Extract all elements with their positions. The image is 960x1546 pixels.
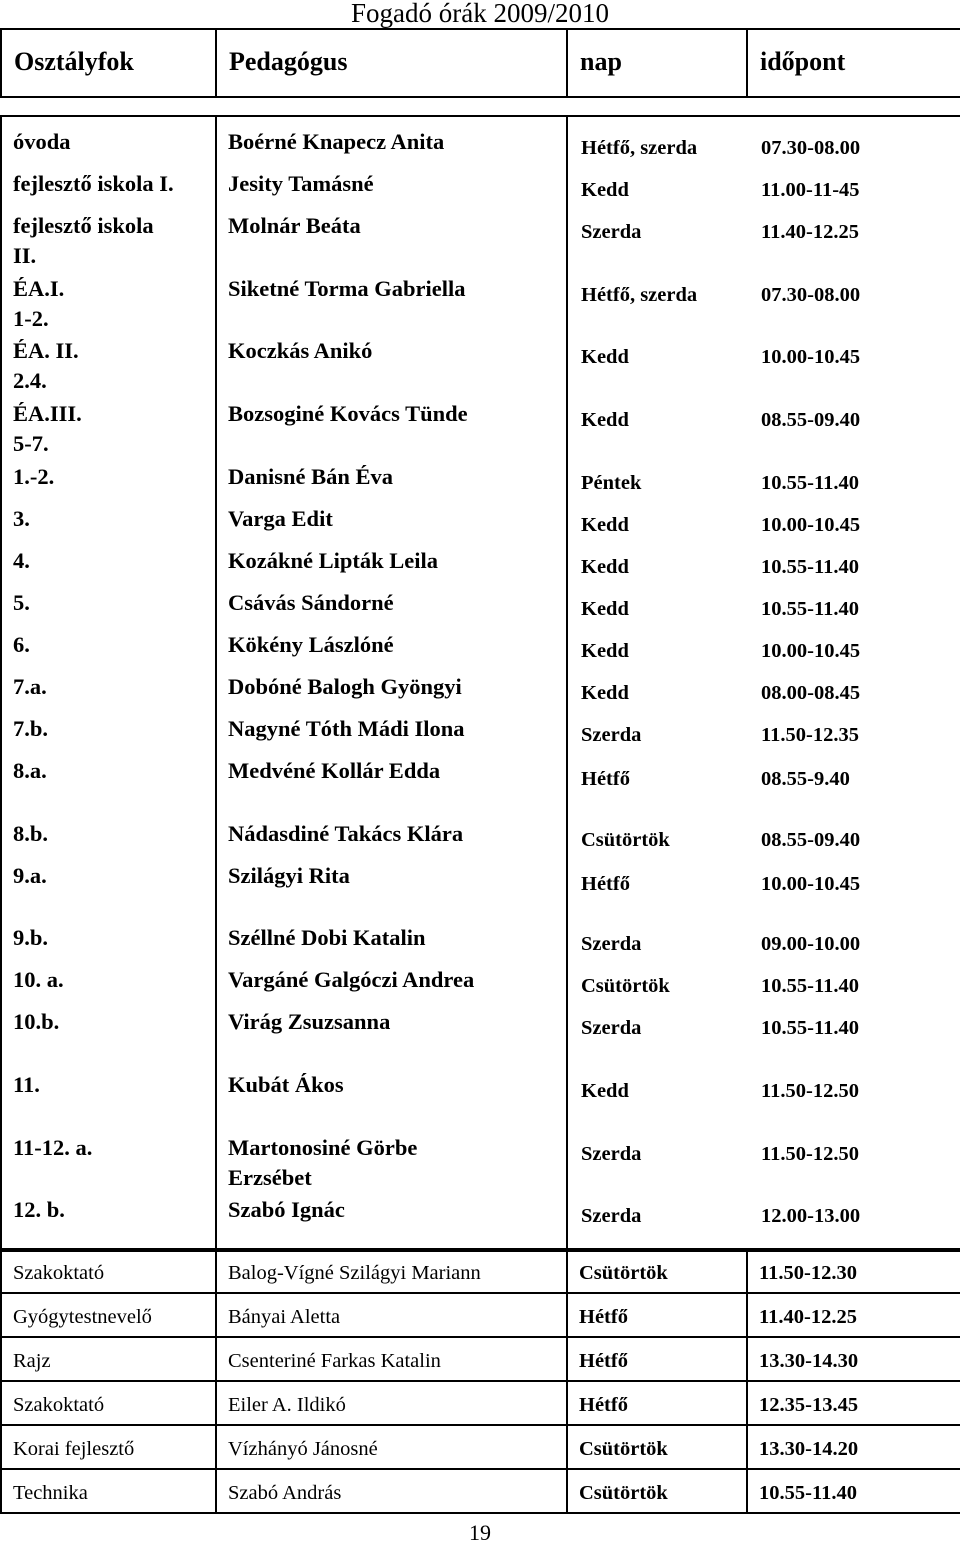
page-title: Fogadó órák 2009/2010	[351, 0, 609, 28]
day-cell: Kedd	[581, 1080, 629, 1102]
day-cell: Hétfő, szerda	[581, 137, 698, 159]
specialist-time: 10.55-11.40	[747, 1469, 960, 1513]
time-cell: 08.00-08.45	[761, 682, 861, 704]
class-cell	[13, 819, 48, 849]
teacher-cell-line: Boérné Knapecz Anita	[228, 129, 445, 154]
teacher-cell	[228, 1195, 345, 1225]
schedule-table	[0, 115, 960, 1252]
teacher-cell	[228, 504, 333, 534]
teacher-cell-line: Danisné Bán Éva	[228, 464, 394, 489]
specialist-teacher: Szabó András	[216, 1469, 567, 1513]
day-cell: Kedd	[581, 556, 629, 578]
class-cell	[13, 1007, 59, 1037]
class-cell	[13, 965, 64, 995]
class-cell	[13, 336, 79, 396]
class-cell	[13, 169, 174, 199]
teacher-cell	[228, 399, 468, 429]
teacher-cell-line: Dobóné Balogh Gyöngyi	[228, 674, 462, 699]
specialist-subject: Szakoktató	[1, 1381, 216, 1425]
class-cell	[13, 588, 30, 618]
time-cell: 11.00-11-45	[761, 179, 860, 201]
time-cell: 11.50-12.35	[761, 724, 859, 746]
teacher-cell	[228, 965, 474, 995]
class-cell-line: óvoda	[13, 129, 71, 154]
day-cell: Kedd	[581, 346, 629, 368]
teacher-cell-line: Csávás Sándorné	[228, 590, 394, 615]
class-cell-line: II.	[13, 243, 37, 268]
header-class: Osztályfok	[1, 29, 216, 97]
day-cell: Kedd	[581, 179, 629, 201]
class-cell	[13, 1070, 40, 1100]
specialist-teacher: Balog-Vígné Szilágyi Mariann	[216, 1249, 567, 1293]
teacher-cell	[228, 1007, 390, 1037]
day-cell: Kedd	[581, 409, 629, 431]
time-cell: 09.00-10.00	[761, 933, 861, 955]
class-cell-line: 5-7.	[13, 431, 49, 456]
specialist-row	[1, 1425, 960, 1469]
class-cell-line: 8.a.	[13, 758, 47, 783]
specialist-day: Csütörtök	[567, 1249, 747, 1293]
time-cell: 12.00-13.00	[761, 1205, 861, 1227]
teacher-cell-line: Nádasdiné Takács Klára	[228, 821, 464, 846]
teacher-cell	[228, 1133, 417, 1193]
teacher-cell-line: Jesity Tamásné	[228, 171, 374, 196]
time-cell: 08.55-09.40	[761, 829, 861, 851]
specialist-day: Hétfő	[567, 1337, 747, 1381]
specialist-subject: Rajz	[1, 1337, 216, 1381]
specialist-teacher: Eiler A. Ildikó	[216, 1381, 567, 1425]
teacher-cell-line: Kozákné Lipták Leila	[228, 548, 439, 573]
time-cell: 10.55-11.40	[761, 556, 859, 578]
teacher-cell	[228, 630, 394, 660]
day-cell: Hétfő	[581, 873, 630, 895]
class-cell	[13, 462, 54, 492]
class-cell-line: 2.4.	[13, 368, 47, 393]
class-cell	[13, 504, 30, 534]
day-cell: Péntek	[581, 472, 642, 494]
day-cell: Szerda	[581, 1143, 642, 1165]
specialist-day: Hétfő	[567, 1293, 747, 1337]
class-cell	[13, 399, 82, 459]
specialist-subject: Korai fejlesztő	[1, 1425, 216, 1469]
day-cell: Szerda	[581, 1205, 642, 1227]
time-cell: 11.50-12.50	[761, 1143, 859, 1165]
specialist-day: Csütörtök	[567, 1469, 747, 1513]
teacher-cell	[228, 819, 463, 849]
day-cell: Szerda	[581, 1017, 642, 1039]
class-cell-line: 1.-2.	[13, 464, 55, 489]
time-cell: 08.55-9.40	[761, 768, 850, 790]
specialist-day: Csütörtök	[567, 1425, 747, 1469]
specialist-subject: Technika	[1, 1469, 216, 1513]
day-cell: Szerda	[581, 724, 642, 746]
class-cell-line: ÉA.III.	[13, 401, 82, 426]
time-cell: 10.55-11.40	[761, 472, 859, 494]
teacher-cell	[228, 546, 438, 576]
specialist-teacher: Vízhányó Jánosné	[216, 1425, 567, 1469]
specialist-day: Hétfő	[567, 1381, 747, 1425]
class-cell-line: 8.b.	[13, 821, 49, 846]
specialist-time: 11.50-12.30	[747, 1249, 960, 1293]
specialist-row	[1, 1337, 960, 1381]
time-cell: 08.55-09.40	[761, 409, 861, 431]
day-cell: Csütörtök	[581, 829, 670, 851]
class-cell-line: 5.	[13, 590, 30, 615]
specialist-time: 11.40-12.25	[747, 1293, 960, 1337]
class-cell	[13, 630, 30, 660]
header-time: időpont	[747, 29, 960, 97]
specialist-teacher: Csenteriné Farkas Katalin	[216, 1337, 567, 1381]
class-cell-line: 10. a.	[13, 967, 64, 992]
teacher-cell-line: Nagyné Tóth Mádi Ilona	[228, 716, 465, 741]
teacher-cell	[228, 588, 394, 618]
time-cell: 11.50-12.50	[761, 1080, 859, 1102]
teacher-cell-line: Bozsoginé Kovács Tünde	[228, 401, 468, 426]
day-cell: Szerda	[581, 221, 642, 243]
time-cell: 10.00-10.45	[761, 346, 861, 368]
class-cell	[13, 672, 47, 702]
teacher-cell	[228, 714, 465, 744]
header-day: nap	[567, 29, 747, 97]
class-cell-line: 11.	[13, 1072, 40, 1097]
time-cell: 10.55-11.40	[761, 1017, 859, 1039]
class-cell	[13, 756, 47, 786]
specialist-subject: Szakoktató	[1, 1249, 216, 1293]
specialist-time: 12.35-13.45	[747, 1381, 960, 1425]
class-cell-line: 10.b.	[13, 1009, 60, 1034]
time-cell: 10.55-11.40	[761, 598, 859, 620]
class-cell	[13, 1195, 65, 1225]
class-cell-line: 9.b.	[13, 925, 49, 950]
page-number: 19	[469, 1520, 491, 1545]
teacher-cell-line: Koczkás Anikó	[228, 338, 373, 363]
teacher-cell-line: Kökény Lászlóné	[228, 632, 394, 657]
day-cell: Kedd	[581, 682, 629, 704]
class-cell-line: 9.a.	[13, 863, 47, 888]
day-cell: Hétfő	[581, 768, 630, 790]
time-cell: 07.30-08.00	[761, 137, 861, 159]
day-cell: Kedd	[581, 514, 629, 536]
specialist-row	[1, 1249, 960, 1293]
teacher-cell-line: Varga Edit	[228, 506, 333, 531]
teacher-cell-line: Szilágyi Rita	[228, 863, 350, 888]
teacher-cell-line: Erzsébet	[228, 1165, 312, 1190]
teacher-cell	[228, 1070, 344, 1100]
time-column	[567, 116, 960, 1251]
time-cell: 10.55-11.40	[761, 975, 859, 997]
class-cell-line: 6.	[13, 632, 30, 657]
teacher-cell	[228, 274, 466, 304]
class-cell-line: 1-2.	[13, 306, 49, 331]
class-cell-line: 12. b.	[13, 1197, 65, 1222]
teacher-cell-line: Szabó Ignác	[228, 1197, 345, 1222]
teacher-cell-line: Széllné Dobi Katalin	[228, 925, 426, 950]
specialist-row	[1, 1293, 960, 1337]
class-cell-line: 7.a.	[13, 674, 47, 699]
teacher-cell	[228, 169, 374, 199]
class-cell	[13, 714, 48, 744]
time-cell: 10.00-10.45	[761, 514, 861, 536]
teacher-cell	[228, 756, 440, 786]
teacher-cell-line: Molnár Beáta	[228, 213, 361, 238]
teacher-cell-line: Kubát Ákos	[228, 1072, 344, 1097]
day-cell: Hétfő, szerda	[581, 284, 698, 306]
class-cell-line: 11-12. a.	[13, 1135, 93, 1160]
class-cell-line: ÉA. II.	[13, 338, 79, 363]
specialist-time: 13.30-14.20	[747, 1425, 960, 1469]
class-cell	[13, 1133, 92, 1163]
class-cell-line: fejlesztő iskola I.	[13, 171, 174, 196]
teacher-cell	[228, 923, 426, 953]
specialist-subject: Gyógytestnevelő	[1, 1293, 216, 1337]
class-cell	[13, 211, 154, 271]
time-cell: 10.00-10.45	[761, 873, 861, 895]
header-teacher: Pedagógus	[216, 29, 567, 97]
class-cell-line: 7.b.	[13, 716, 49, 741]
day-cell: Szerda	[581, 933, 642, 955]
class-cell	[13, 127, 71, 157]
teacher-cell	[228, 336, 372, 366]
teacher-cell	[228, 462, 393, 492]
time-cell: 10.00-10.45	[761, 640, 861, 662]
specialist-time: 13.30-14.30	[747, 1337, 960, 1381]
teacher-cell-line: Martonosiné Görbe	[228, 1135, 418, 1160]
day-cell: Kedd	[581, 640, 629, 662]
day-cell: Kedd	[581, 598, 629, 620]
teacher-cell-line: Virág Zsuzsanna	[228, 1009, 391, 1034]
teacher-cell	[228, 672, 462, 702]
specialist-row	[1, 1469, 960, 1513]
class-cell-line: 3.	[13, 506, 30, 531]
class-cell-line: ÉA.I.	[13, 276, 65, 301]
teacher-column	[216, 116, 567, 1251]
class-cell	[13, 861, 47, 891]
teacher-cell	[228, 211, 361, 241]
time-cell: 11.40-12.25	[761, 221, 859, 243]
specialist-teacher: Bányai Aletta	[216, 1293, 567, 1337]
header-table	[0, 28, 960, 98]
class-cell	[13, 274, 64, 334]
class-column	[1, 116, 216, 1251]
specialist-table	[0, 1248, 960, 1514]
class-cell	[13, 923, 48, 953]
teacher-cell-line: Medvéné Kollár Edda	[228, 758, 441, 783]
class-cell-line: fejlesztő iskola	[13, 213, 154, 238]
teacher-cell-line: Vargáné Galgóczi Andrea	[228, 967, 475, 992]
teacher-cell	[228, 127, 444, 157]
day-cell: Csütörtök	[581, 975, 670, 997]
class-cell-line: 4.	[13, 548, 30, 573]
specialist-row	[1, 1381, 960, 1425]
header-row	[1, 29, 960, 97]
time-cell: 07.30-08.00	[761, 284, 861, 306]
teacher-cell	[228, 861, 350, 891]
teacher-cell-line: Siketné Torma Gabriella	[228, 276, 466, 301]
class-cell	[13, 546, 30, 576]
